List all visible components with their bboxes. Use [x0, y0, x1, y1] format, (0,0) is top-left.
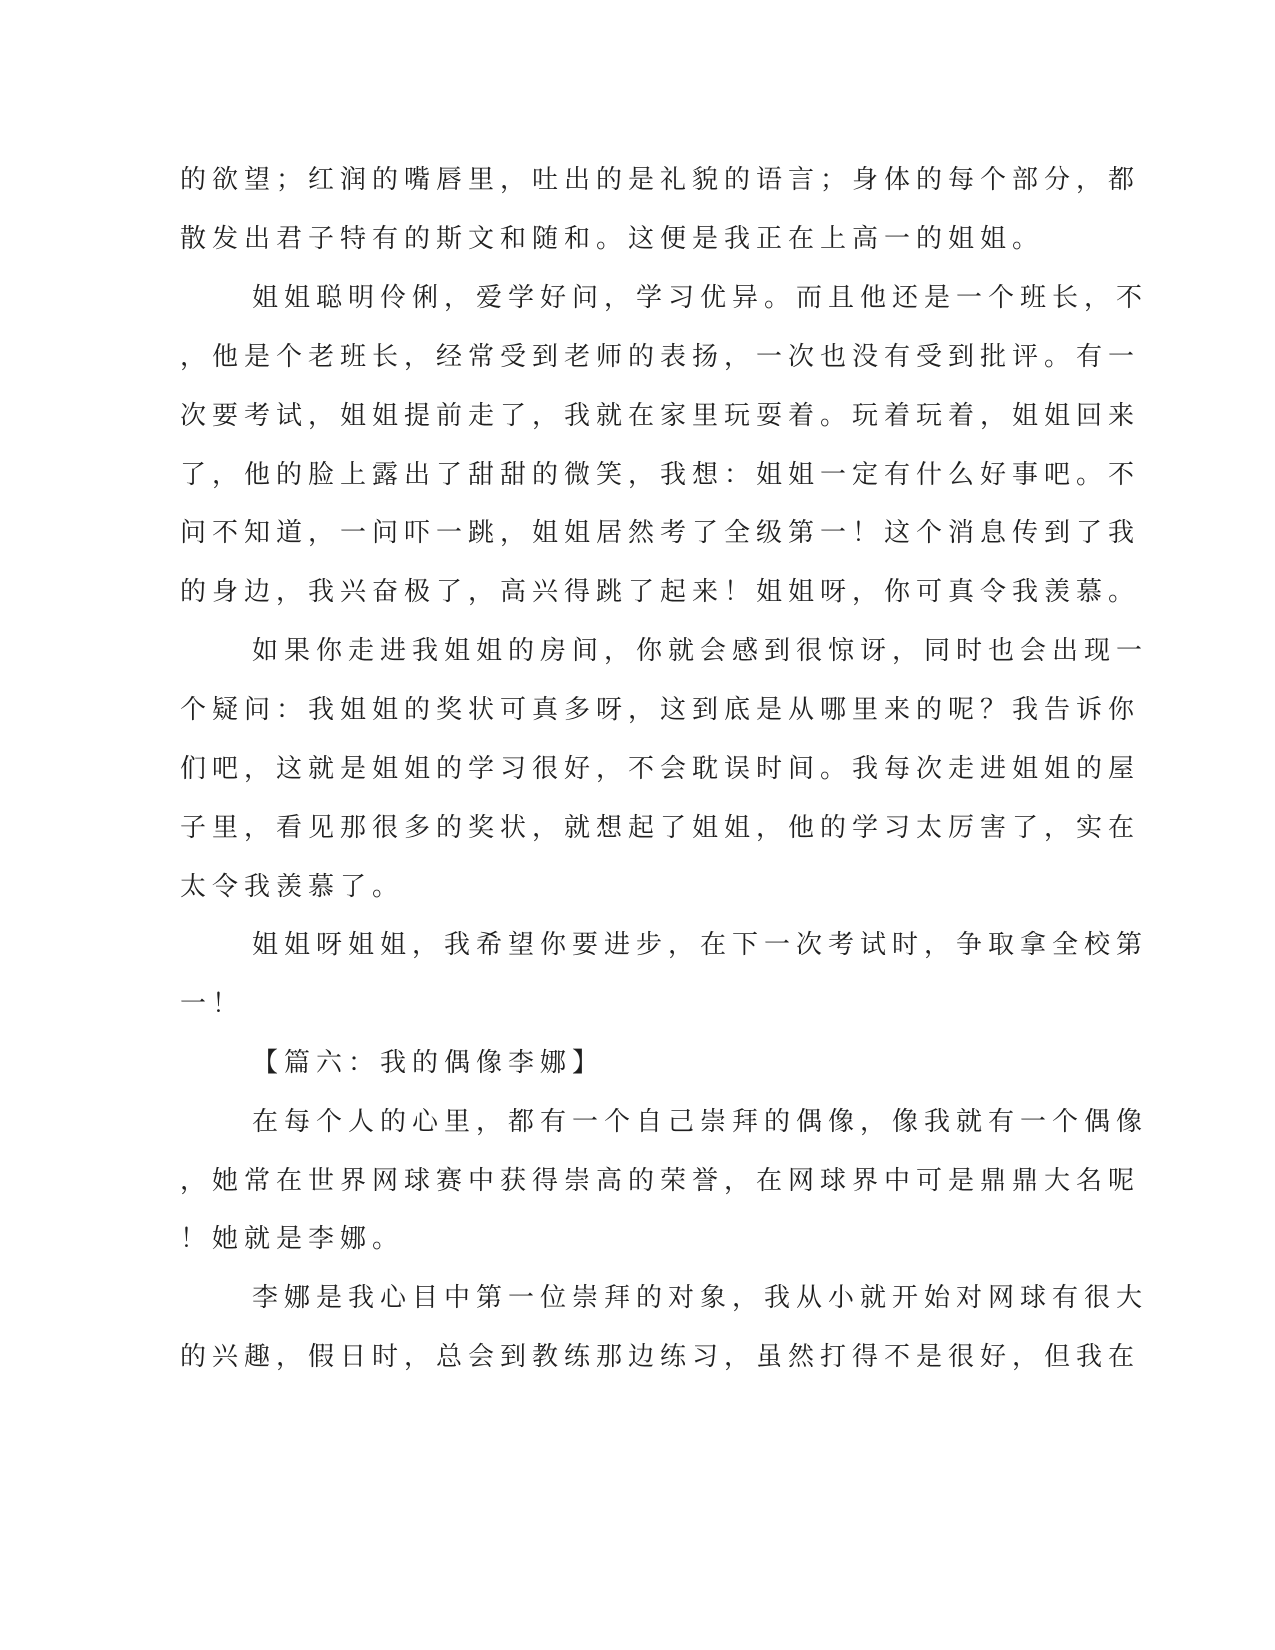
text-line: 的兴趣，假日时，总会到教练那边练习，虽然打得不是很好，但我在	[180, 1342, 1141, 1372]
text-line: 姐姐聪明伶俐，爱学好问，学习优异。而且他还是一个班长，不	[252, 283, 1149, 313]
text-line: 次要考试，姐姐提前走了，我就在家里玩耍着。玩着玩着，姐姐回来	[180, 401, 1141, 431]
text-line: 了，他的脸上露出了甜甜的微笑，我想：姐姐一定有什么好事吧。不	[180, 460, 1141, 490]
text-line: 太令我羡慕了。	[180, 872, 405, 902]
text-line: ，他是个老班长，经常受到老师的表扬，一次也没有受到批评。有一	[180, 342, 1141, 372]
text-line: 的欲望；红润的嘴唇里，吐出的是礼貌的语言；身体的每个部分，都	[180, 165, 1141, 195]
text-line: 如果你走进我姐姐的房间，你就会感到很惊讶，同时也会出现一	[252, 636, 1149, 666]
text-line: 李娜是我心目中第一位崇拜的对象，我从小就开始对网球有很大	[252, 1283, 1149, 1313]
text-line: 子里，看见那很多的奖状，就想起了姐姐，他的学习太厉害了，实在	[180, 813, 1141, 843]
text-line: ，她常在世界网球赛中获得崇高的荣誉，在网球界中可是鼎鼎大名呢	[180, 1166, 1141, 1196]
text-line: 的身边，我兴奋极了，高兴得跳了起来！姐姐呀，你可真令我羡慕。	[180, 577, 1141, 607]
text-line: ！她就是李娜。	[180, 1224, 405, 1254]
text-line: 姐姐呀姐姐，我希望你要进步，在下一次考试时，争取拿全校第	[252, 930, 1149, 960]
text-line: 问不知道，一问吓一跳，姐姐居然考了全级第一！这个消息传到了我	[180, 518, 1141, 548]
text-line: 个疑问：我姐姐的奖状可真多呀，这到底是从哪里来的呢？我告诉你	[180, 695, 1141, 725]
text-line: 散发出君子特有的斯文和随和。这便是我正在上高一的姐姐。	[180, 224, 1045, 254]
text-line: 们吧，这就是姐姐的学习很好，不会耽误时间。我每次走进姐姐的屋	[180, 754, 1141, 784]
text-line: 一！	[180, 989, 245, 1019]
text-line: 在每个人的心里，都有一个自己崇拜的偶像，像我就有一个偶像	[252, 1107, 1149, 1137]
section-heading: 【篇六：我的偶像李娜】	[252, 1048, 605, 1078]
